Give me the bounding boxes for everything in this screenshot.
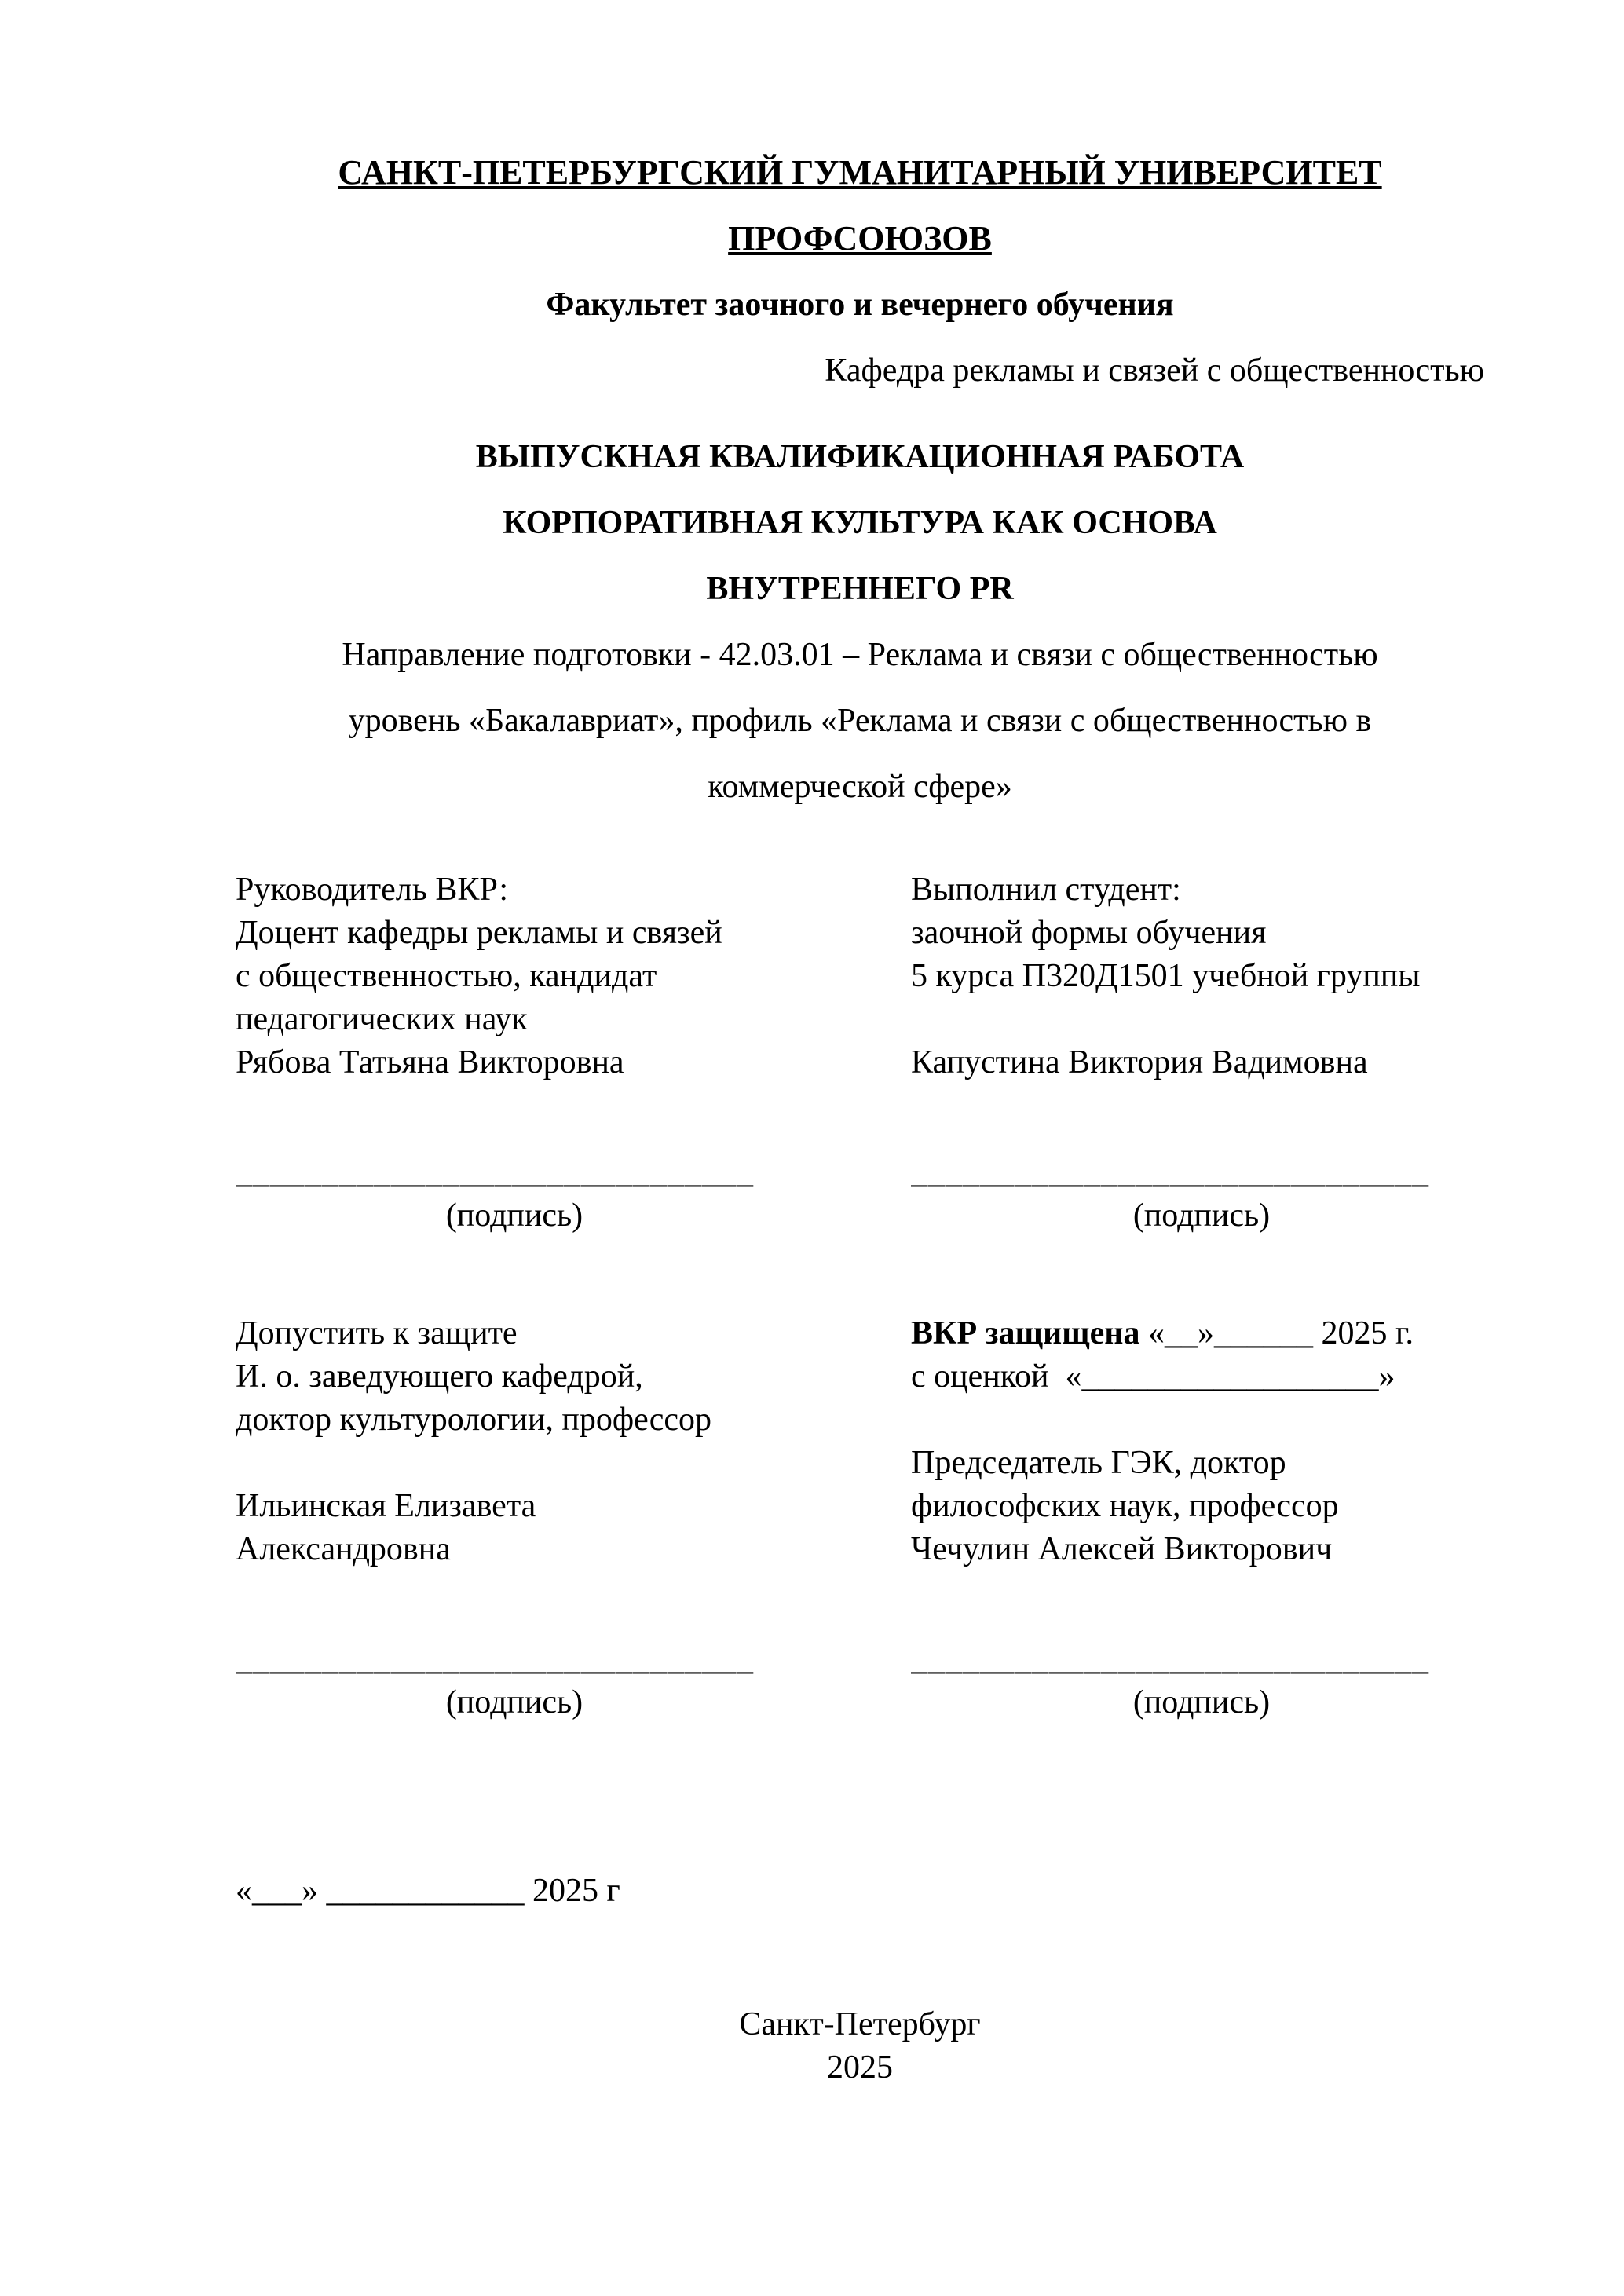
spacer <box>911 998 1492 1041</box>
defense-date-blank: «__»______ 2025 г. <box>1139 1315 1414 1351</box>
admission-line-1: Допустить к защите <box>236 1315 518 1351</box>
university-name-line-1: САНКТ-ПЕТЕРБУРГСКИЙ ГУМАНИТАРНЫЙ УНИВЕРСИТЕТ <box>338 153 1382 192</box>
gek-chair-name: Чечулин Алексей Викторович <box>911 1531 1333 1567</box>
thesis-topic-line-1: КОРПОРАТИВНАЯ КУЛЬТУРА КАК ОСНОВА <box>503 505 1217 541</box>
department-name: Кафедра рекламы и связей с общественностью <box>825 353 1484 389</box>
student-label: Выполнил студент: <box>911 872 1181 908</box>
gek-chair-line-1: Председатель ГЭК, доктор <box>911 1445 1286 1481</box>
faculty-name: Факультет заочного и вечернего обучения <box>546 287 1174 323</box>
admission-line-2: И. о. заведующего кафедрой, <box>236 1358 643 1395</box>
program-level-line-1: уровень «Бакалавриат», профиль «Реклама и связи с общественностью в <box>348 703 1372 739</box>
signatures-columns <box>236 868 1484 1724</box>
spacer <box>911 1398 1492 1442</box>
acting-head-name-line-1: Ильинская Елизавета <box>236 1488 536 1524</box>
defense-signature-line: ______________________________ <box>911 1641 1429 1677</box>
supervisor-position-line-1: Доцент кафедры рекламы и связей <box>236 915 722 951</box>
city-name: Санкт-Петербург <box>739 2006 981 2042</box>
right-column <box>911 868 1492 1724</box>
thesis-topic-line-2: ВНУТРЕННЕГО PR <box>706 571 1014 607</box>
thesis-title-block <box>236 424 1484 820</box>
defense-defended-label: ВКР защищена <box>911 1315 1140 1351</box>
spacer <box>236 1442 793 1485</box>
defense-grade-line: с оценкой «__________________» <box>911 1358 1395 1395</box>
admission-line-3: доктор культурологии, профессор <box>236 1402 712 1438</box>
student-form-line: заочной формы обучения <box>911 915 1267 951</box>
program-level-line-2: коммерческой сфере» <box>708 769 1012 805</box>
defense-signature-caption: (подпись) <box>1132 1684 1271 1720</box>
gek-chair-line-2: философских наук, профессор <box>911 1488 1339 1524</box>
student-signature-line: ______________________________ <box>911 1154 1429 1190</box>
program-direction-line: Направление подготовки - 42.03.01 – Реклама и связи с общественностью <box>342 637 1378 673</box>
document-date-line: «___» ____________ 2025 г <box>236 1873 620 1909</box>
document-header <box>236 140 1484 404</box>
student-group-line: 5 курса П320Д1501 учебной группы <box>911 958 1421 994</box>
city-year-block <box>236 2003 1484 2089</box>
admission-block <box>236 1312 793 1571</box>
work-type-title: ВЫПУСКНАЯ КВАЛИФИКАЦИОННАЯ РАБОТА <box>475 439 1245 475</box>
supervisor-name: Рябова Татьяна Викторовна <box>236 1044 624 1080</box>
student-name: Капустина Виктория Вадимовна <box>911 1044 1368 1080</box>
student-signature-caption: (подпись) <box>1132 1197 1271 1234</box>
year: 2025 <box>827 2049 893 2086</box>
university-name-line-2: ПРОФСОЮЗОВ <box>728 219 992 258</box>
defense-block <box>911 1312 1492 1571</box>
admission-signature-line: ______________________________ <box>236 1641 754 1677</box>
left-column <box>236 868 793 1724</box>
supervisor-signature-line: ______________________________ <box>236 1154 754 1190</box>
acting-head-name-line-2: Александровна <box>236 1531 451 1567</box>
supervisor-label: Руководитель ВКР: <box>236 872 509 908</box>
supervisor-position-line-3: педагогических наук <box>236 1001 528 1037</box>
supervisor-signature-caption: (подпись) <box>445 1197 583 1234</box>
supervisor-position-line-2: с общественностью, кандидат <box>236 958 657 994</box>
admission-signature-caption: (подпись) <box>445 1684 583 1720</box>
defense-date-line <box>911 1312 1492 1355</box>
